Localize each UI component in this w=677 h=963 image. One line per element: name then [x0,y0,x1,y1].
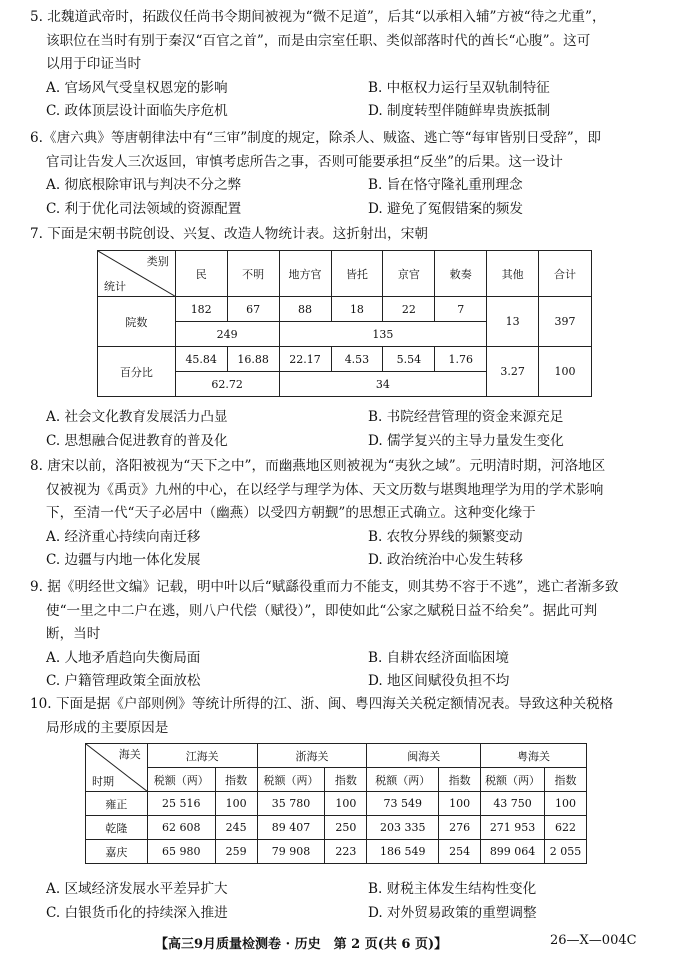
question-6-options [30,174,650,221]
option-d: D. 对外贸易政策的重塑调整 [368,904,537,921]
table-cell: 2 055 [545,840,587,864]
table-cell: 67 [227,297,279,322]
column-header: 京官 [383,251,435,297]
option-b: B. 中枢权力运行呈双轨制特征 [368,79,550,96]
option-c: C. 政体顶层设计面临失序危机 [46,103,228,119]
question-9-line-2: 使“一里之中二户在逃，则八户代偿（赋役）”，即使如此“公家之赋税日益不给矣”。据此可判 [46,602,598,619]
question-8-line-3: 下，至清一代“天子必居中（幽燕）以受四方朝觐”的思想正式确立。这种变化缘于 [46,505,536,521]
option-a: A. 社会文化教育发展活力凸显 [46,409,228,425]
table-cell: 22 [383,297,435,322]
question-8-options [30,526,650,573]
table-cell-subtotal: 34 [279,372,487,397]
question-8 [30,455,650,573]
option-d: D. 政治统治中心发生转移 [368,552,523,568]
table-cell: 259 [215,840,257,864]
customs-header: 浙海关 [257,744,367,768]
table-cell: 397 [539,297,592,347]
option-d: D. 地区间赋役负担不均 [368,673,510,689]
option-c: C. 白银货币化的持续深入推进 [46,904,228,921]
table-cell: 45.84 [175,347,227,372]
table-cell: 79 908 [257,840,325,864]
table-cell: 1.76 [435,347,487,372]
option-c: C. 户籍管理政策全面放松 [46,673,201,689]
table-cell: 7 [435,297,487,322]
table-cell: 254 [439,840,481,864]
table-cell: 203 335 [367,816,439,840]
option-d: D. 避免了冤假错案的频发 [368,200,523,217]
table-cell: 250 [325,816,367,840]
question-9-line-1: 9. 据《明经世文编》记载，明中叶以后“赋繇役重而力不能支，则其势不容于不逃”，逃亡者渐多致 [30,579,619,595]
table-cell: 100 [325,792,367,816]
customs-header: 闽海关 [367,744,481,768]
table-cell: 25 516 [147,792,215,816]
table-cell: 182 [175,297,227,322]
sub-header: 税额（两） [367,768,439,792]
option-a: A. 官场风气受皇权恩宠的影响 [46,79,228,96]
table-cell: 43 750 [481,792,545,816]
table-cell: 18 [331,297,383,322]
customs-header: 粤海关 [481,744,587,768]
table-cell: 271 953 [481,816,545,840]
option-b: B. 财税主体发生结构性变化 [368,881,537,897]
customs-tax-table [85,743,587,864]
corner-bottom-label: 时期 [92,775,114,788]
customs-header: 江海关 [147,744,257,768]
table-cell: 88 [279,297,331,322]
table-row [86,840,587,864]
corner-top-label: 海关 [118,748,141,761]
sub-header: 指数 [325,768,367,792]
option-c: C. 思想融合促进教育的普及化 [46,432,228,449]
table-cell: 62 608 [147,816,215,840]
column-header: 敕奏 [435,251,487,297]
table-cell: 73 549 [367,792,439,816]
question-10-options-block [30,878,650,925]
option-a: A. 彻底根除审讯与判决不分之弊 [46,177,242,193]
option-a: A. 人地矛盾趋向失衡局面 [46,649,201,666]
sub-header: 税额（两） [481,768,545,792]
table-corner-header [86,744,148,792]
table-row [86,792,587,816]
option-b: B. 书院经营管理的资金来源充足 [368,409,564,425]
sub-header: 指数 [215,768,257,792]
sub-header: 指数 [545,768,587,792]
option-b: B. 旨在恪守隆礼重刑理念 [368,177,523,193]
column-header: 地方官 [279,251,331,297]
table-cell: 13 [487,297,539,347]
college-statistics-table [97,250,592,397]
row-label: 百分比 [98,347,176,397]
option-c: C. 边疆与内地一体化发展 [46,552,201,568]
table-cell: 100 [439,792,481,816]
table-cell: 100 [215,792,257,816]
table-cell: 3.27 [487,347,539,397]
corner-bottom-label: 统计 [104,280,126,293]
question-5-line-2: 该职位在当时有别于秦汉“百官之首”，而是由宗室任职、类似部落时代的酋长“心腹”。这可 [46,32,591,49]
row-label: 乾隆 [86,816,148,840]
question-7-line-1: 7. 下面是宋朝书院创设、兴复、改造人物统计表。这折射出，宋朝 [30,226,428,242]
table-cell: 89 407 [257,816,325,840]
question-10 [30,693,650,740]
question-9 [30,576,650,694]
table-cell: 899 064 [481,840,545,864]
table-cell: 100 [539,347,592,397]
table-cell: 223 [325,840,367,864]
sub-header: 税额（两） [147,768,215,792]
row-label: 雍正 [86,792,148,816]
column-header: 合计 [539,251,592,297]
question-8-line-1: 8. 唐宋以前，洛阳被视为“天下之中”，而幽燕地区则被视为“夷狄之域”。元明清时期，河洛地区 [30,458,606,474]
row-label: 嘉庆 [86,840,148,864]
table-cell: 35 780 [257,792,325,816]
table-cell-subtotal: 62.72 [175,372,279,397]
question-8-line-2: 仅被视为《禹贡》九州的中心，在以经学与理学为体、天文历数与堪舆地理学为用的学术影响 [46,481,604,498]
table-cell: 276 [439,816,481,840]
question-5-options [30,77,650,124]
column-header: 民 [175,251,227,297]
question-7-options [30,406,650,453]
question-10-options [30,878,650,925]
page-footer: 【高三9月质量检测卷 · 历史 第 2 页(共 6 页)】 [155,937,448,952]
option-d: D. 制度转型伴随鲜卑贵族抵制 [368,103,551,119]
exam-code: 26—X—004C [550,933,637,948]
option-b: B. 农牧分界线的频繁变动 [368,528,523,545]
table-cell: 16.88 [227,347,279,372]
sub-header: 指数 [439,768,481,792]
question-10-line-1: 10. 下面是据《户部则例》等统计所得的江、浙、闽、粤四海关关税定额情况表。导致这种关税格 [30,696,614,712]
question-10-line-2: 局形成的主要原因是 [46,719,169,736]
corner-top-label: 类别 [146,255,169,268]
question-5-line-1: 5. 北魏道武帝时，拓跋仪任尚书令期间被视为“微不足道”，后其“以承相入辅”方被“待之尤重”， [30,9,606,25]
option-b: B. 自耕农经济面临困境 [368,649,509,666]
option-a: A. 经济重心持续向南迁移 [46,528,201,545]
question-7 [30,223,650,247]
table-cell: 245 [215,816,257,840]
question-5 [30,6,650,124]
column-header: 不明 [227,251,279,297]
table-cell: 22.17 [279,347,331,372]
table-cell-subtotal: 135 [279,322,487,347]
table-row [86,816,587,840]
question-6-line-1: 6.《唐六典》等唐朝律法中有“三审”制度的规定，除杀人、贼盗、逃亡等“每审皆别日受辞”，即 [30,130,601,146]
question-9-line-3: 断，当时 [46,626,101,642]
table-cell: 100 [545,792,587,816]
table-cell-subtotal: 249 [175,322,279,347]
option-c: C. 利于优化司法领域的资源配置 [46,200,242,217]
table-cell: 65 980 [147,840,215,864]
table-cell: 622 [545,816,587,840]
option-a: A. 区域经济发展水平差异扩大 [46,881,228,897]
table-corner-header [98,251,176,297]
question-6-line-2: 官司让告发人三次返回，审慎考虑所告之事，否则可能要承担“反坐”的后果。这一设计 [46,153,563,170]
question-9-options [30,647,650,694]
column-header: 皆托 [331,251,383,297]
question-5-line-3: 以用于印证当时 [46,56,142,72]
row-label: 院数 [98,297,176,347]
table-cell: 186 549 [367,840,439,864]
question-7-options-block [30,406,650,453]
table-cell: 5.54 [383,347,435,372]
sub-header: 税额（两） [257,768,325,792]
question-6 [30,127,650,221]
table-cell: 4.53 [331,347,383,372]
column-header: 其他 [487,251,539,297]
option-d: D. 儒学复兴的主导力量发生变化 [368,432,564,449]
